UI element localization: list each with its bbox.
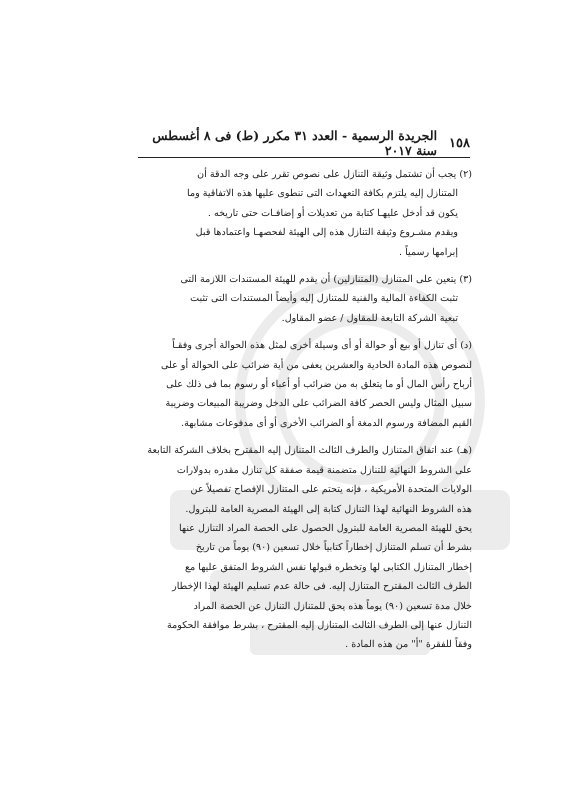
paragraph-d: [106, 336, 472, 433]
text-line: ويقدم مشـروع وثيقة التنازل هذه إلى الهيئة لفحصهـا واعتمادها قبل: [195, 227, 458, 239]
paragraph-3: [106, 270, 472, 328]
text-line: يحق للهيئة المصرية العامة للبترول الحصول على الحصة المراد التنازل عنها: [179, 522, 472, 534]
text-line: الطرف الثالث المقترح المتنازل إليه. فى حالة عدم تسليم الهيئة لهذا الإخطار: [172, 581, 472, 593]
page-number: ١٥٨: [449, 135, 470, 151]
text-line: على الشروط النهائية للتنازل متضمنة قيمة صفقة كل تنازل مقدره بدولارات: [176, 464, 472, 476]
text-line: تثبت الكفاءة المالية والفنية للمتنازل إليه وأيضاً المستندات التى تثبت: [190, 293, 458, 305]
text-line: خلال مدة تسعين (٩٠) يوماً هذه يحق للمتنازل التنازل عن الحصة المراد: [193, 600, 472, 612]
text-line: (٢) يجب أن تشتمل وثيقة التنازل على نصوص تقرر على وجه الدقة أن: [197, 169, 472, 180]
text-line: وفقاً للفقرة "أ" من هذه المادة .: [345, 639, 472, 651]
text-line: بشرط أن تسلم المتنازل إخطاراً كتابياً خلال تسعين (٩٠) يوماً من تاريخ: [195, 542, 472, 554]
document-body: [106, 165, 472, 663]
text-line: هذه الشروط النهائية لهذا التنازل كتابة إلى الهيئة المصرية العامة للبترول.: [185, 503, 472, 515]
gazette-title: الجريدة الرسمية - العدد ٣١ مكرر (ط) فى ٨ أغسطس سنة ٢٠١٧: [152, 128, 438, 158]
text-line: إخطار المتنازل الكتابى لها وتخطره قبولها نفس الشروط المتفق عليها مع: [185, 561, 472, 573]
text-line: لنصوص هذه المادة الحادية والعشرين يعفى من أية ضرائب على الحوالة أو على: [160, 359, 472, 371]
text-line: الولايات المتحدة الأمريكية ، فإنه يتحتم على المتنازل الإفصاح تفصيلاً عن: [190, 484, 472, 496]
text-line: المتنازل إليه يلتزم بكافة التعهدات التى تنطوى عليها هذه الاتفاقية وما: [187, 188, 458, 200]
text-line: يكون قد أدخل عليهـا كتابة من تعديلات أو إضافـات حتى تاريخه .: [207, 207, 458, 219]
paragraph-2: [106, 165, 472, 262]
text-line: تبعية الشركة التابعة للمقاول / عضو المقاول.: [281, 312, 458, 324]
text-line: (د) أى تنازل أو بيع أو حوالة أو أى وسيلة أخرى لمثل هذه الحوالة أجرى وفقـاً: [172, 340, 472, 352]
paragraph-h: [106, 441, 472, 654]
text-line: (هـ) عند اتفاق المتنازل والطرف الثالث المتنازل إليه المقترح بخلاف الشركة التابعة: [147, 445, 472, 457]
text-line: القيم المضافة ورسوم الدمغة أو الضرائب الأخرى أو أى مدفوعات مشابهة.: [181, 417, 472, 429]
text-line: (٣) يتعين على المتنازل (المتنازلين) أن يقدم للهيئة المستندات اللازمة التى: [180, 274, 472, 286]
text-line: إبرامها رسمياً .: [399, 246, 458, 258]
text-line: التنازل عنها إلى الطرف الثالث المتنازل إليه المقترح ، بشرط موافقة الحكومة: [166, 619, 472, 631]
page-header: [140, 128, 470, 158]
text-line: سبيل المثال وليس الحصر كافة الضرائب على الدخل وضريبة المبيعات وضريبة: [165, 398, 472, 410]
header-rule: [138, 157, 470, 158]
text-line: أرباح رأس المال أو ما يتعلق به من ضرائب أو أعباء أو رسوم بما فى ذلك على: [166, 379, 472, 391]
